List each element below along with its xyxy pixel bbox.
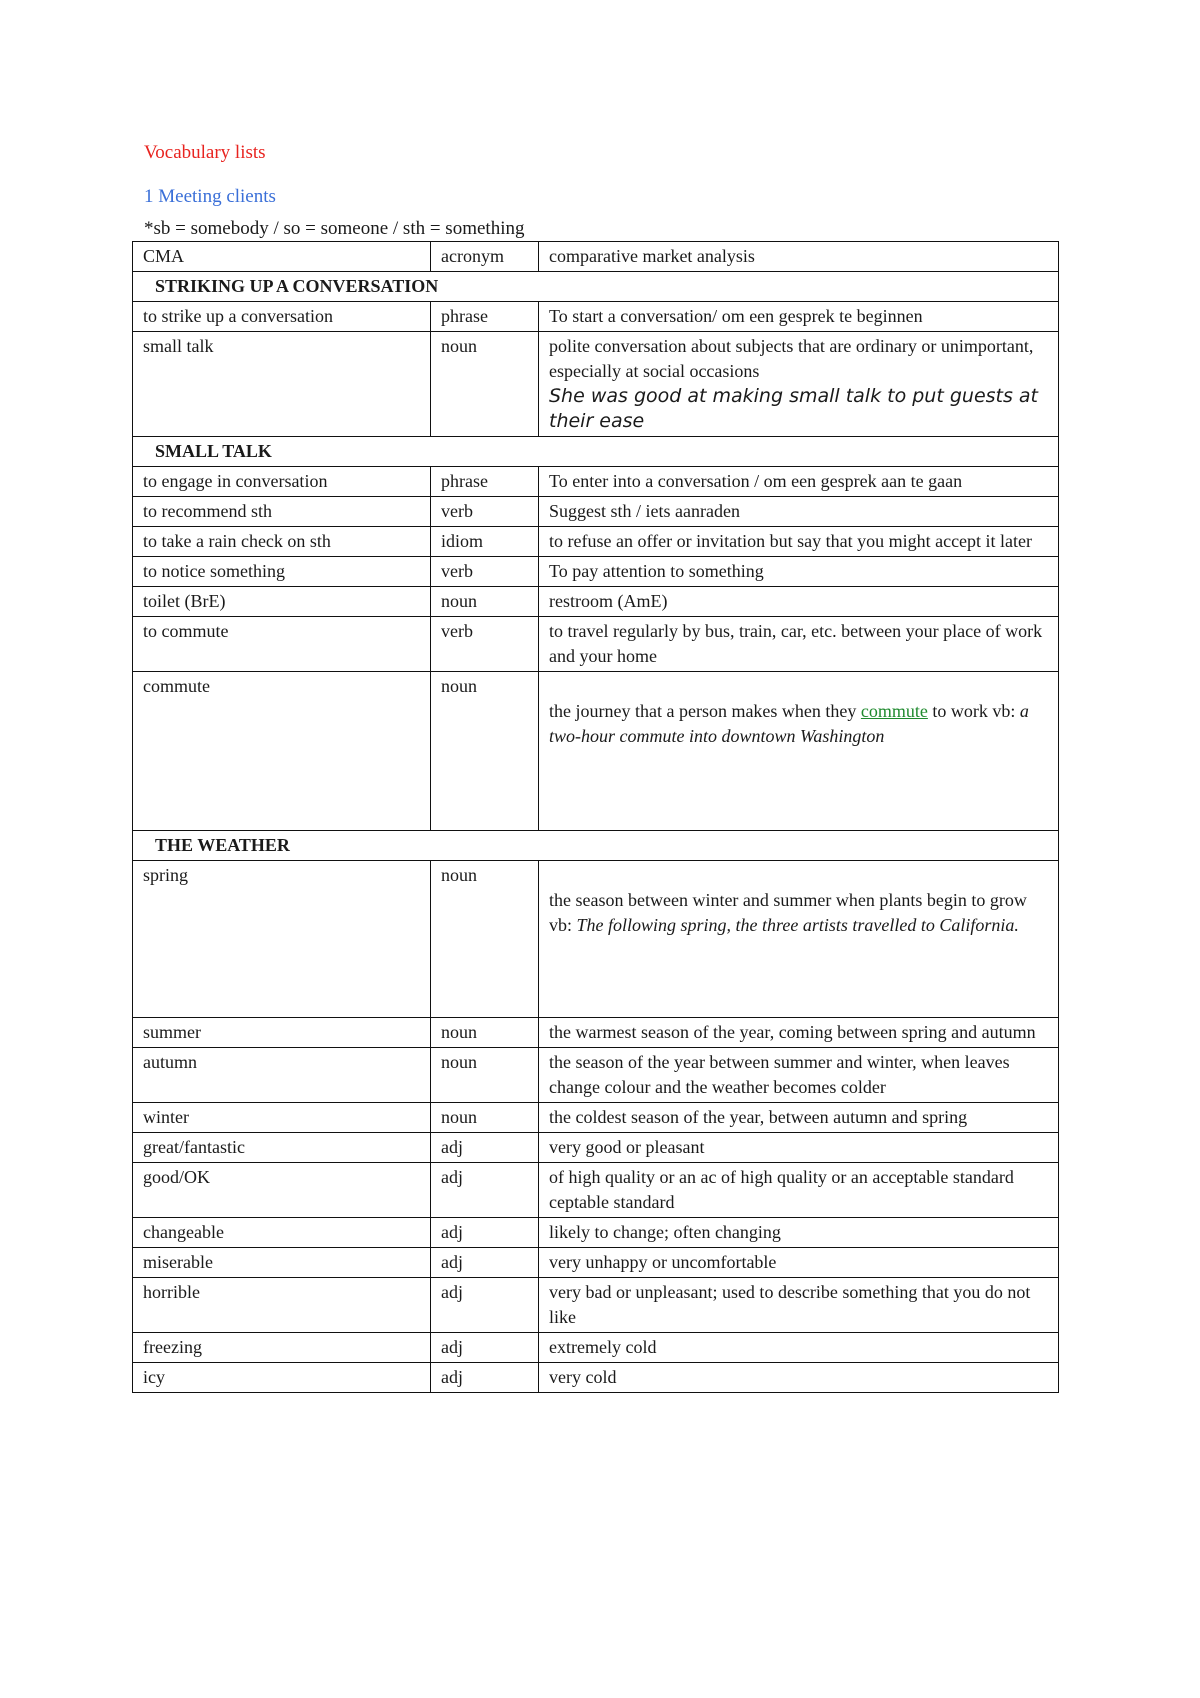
term-cell: autumn: [133, 1048, 431, 1103]
term-cell: to strike up a conversation: [133, 302, 431, 332]
term-cell: to commute: [133, 617, 431, 672]
table-row: [133, 1278, 1059, 1333]
definition-cell: To enter into a conversation / om een gesprek aan te gaan: [539, 467, 1059, 497]
section-row: [133, 437, 1059, 467]
term-cell: summer: [133, 1018, 431, 1048]
type-cell: idiom: [431, 527, 539, 557]
term-cell: freezing: [133, 1333, 431, 1363]
type-cell: noun: [431, 1103, 539, 1133]
table-row: [133, 861, 1059, 1018]
table-row: [133, 302, 1059, 332]
term-cell: horrible: [133, 1278, 431, 1333]
table-row: [133, 1218, 1059, 1248]
definition-cell: To start a conversation/ om een gesprek te beginnen: [539, 302, 1059, 332]
term-cell: CMA: [133, 242, 431, 272]
definition-cell: to travel regularly by bus, train, car, etc. between your place of work and your home: [539, 617, 1059, 672]
type-cell: adj: [431, 1218, 539, 1248]
term-cell: winter: [133, 1103, 431, 1133]
table-row: [133, 1103, 1059, 1133]
definition-cell: very good or pleasant: [539, 1133, 1059, 1163]
section-row: [133, 831, 1059, 861]
definition-cell: restroom (AmE): [539, 587, 1059, 617]
definition-cell: comparative market analysis: [539, 242, 1059, 272]
table-row: [133, 617, 1059, 672]
type-cell: verb: [431, 617, 539, 672]
table-row: [133, 467, 1059, 497]
table-row: [133, 1133, 1059, 1163]
table-row: [133, 557, 1059, 587]
definition-text: the season between winter and summer when plants begin to grow vb:: [549, 890, 1027, 935]
definition-cell: the warmest season of the year, coming between spring and autumn: [539, 1018, 1059, 1048]
type-cell: noun: [431, 1048, 539, 1103]
term-cell: changeable: [133, 1218, 431, 1248]
type-cell: verb: [431, 557, 539, 587]
table-row: [133, 1163, 1059, 1218]
definition-cell: very bad or unpleasant; used to describe something that you do not like: [539, 1278, 1059, 1333]
definition-cell: [539, 861, 1059, 1018]
definition-cell: Suggest sth / iets aanraden: [539, 497, 1059, 527]
definition-cell: extremely cold: [539, 1333, 1059, 1363]
type-cell: acronym: [431, 242, 539, 272]
definition-cell: [539, 672, 1059, 831]
type-cell: phrase: [431, 467, 539, 497]
table-row: [133, 587, 1059, 617]
type-cell: noun: [431, 1018, 539, 1048]
section-title: SMALL TALK: [133, 437, 1059, 467]
definition-cell: very unhappy or uncomfortable: [539, 1248, 1059, 1278]
type-cell: adj: [431, 1248, 539, 1278]
table-row: [133, 527, 1059, 557]
definition-cell: of high quality or an ac of high quality or an acceptable standard ceptable standard: [539, 1163, 1059, 1218]
term-cell: commute: [133, 672, 431, 831]
example-sentence: a two-hour commute into downtown Washington: [549, 701, 1029, 746]
term-cell: spring: [133, 861, 431, 1018]
table-row: [133, 1248, 1059, 1278]
table-row: [133, 497, 1059, 527]
term-cell: to notice something: [133, 557, 431, 587]
term-cell: toilet (BrE): [133, 587, 431, 617]
type-cell: adj: [431, 1278, 539, 1333]
term-cell: miserable: [133, 1248, 431, 1278]
example-sentence: The following spring, the three artists travelled to California.: [576, 915, 1019, 935]
definition-text: polite conversation about subjects that are ordinary or unimportant, especially at social occasions: [549, 336, 1034, 381]
type-cell: adj: [431, 1363, 539, 1393]
table-row: [133, 332, 1059, 437]
definition-cell: the season of the year between summer and winter, when leaves change colour and the weather becomes colder: [539, 1048, 1059, 1103]
definition-text: the journey that a person makes when they: [549, 701, 857, 721]
type-cell: adj: [431, 1133, 539, 1163]
term-cell: small talk: [133, 332, 431, 437]
definition-cell: likely to change; often changing: [539, 1218, 1059, 1248]
document-title: Vocabulary lists: [144, 142, 266, 163]
table-row: [133, 1363, 1059, 1393]
table-row: [133, 672, 1059, 831]
type-cell: noun: [431, 332, 539, 437]
definition-text: to work vb:: [932, 701, 1016, 721]
term-cell: to take a rain check on sth: [133, 527, 431, 557]
type-cell: phrase: [431, 302, 539, 332]
type-cell: noun: [431, 587, 539, 617]
term-cell: great/fantastic: [133, 1133, 431, 1163]
definition-cell: very cold: [539, 1363, 1059, 1393]
section-title: STRIKING UP A CONVERSATION: [133, 272, 1059, 302]
section-heading: 1 Meeting clients: [144, 186, 276, 207]
definition-cell: To pay attention to something: [539, 557, 1059, 587]
type-cell: adj: [431, 1163, 539, 1218]
term-cell: good/OK: [133, 1163, 431, 1218]
commute-link[interactable]: commute: [860, 701, 928, 721]
section-title: THE WEATHER: [133, 831, 1059, 861]
table-row: [133, 1048, 1059, 1103]
type-cell: noun: [431, 861, 539, 1018]
type-cell: adj: [431, 1333, 539, 1363]
term-cell: to recommend sth: [133, 497, 431, 527]
term-cell: icy: [133, 1363, 431, 1393]
definition-cell: the coldest season of the year, between autumn and spring: [539, 1103, 1059, 1133]
example-sentence: She was good at making small talk to put guests at their ease: [549, 385, 1039, 432]
abbreviation-note: *sb = somebody / so = someone / sth = something: [144, 218, 525, 239]
definition-cell: to refuse an offer or invitation but say that you might accept it later: [539, 527, 1059, 557]
definition-cell: [539, 332, 1059, 437]
type-cell: noun: [431, 672, 539, 831]
section-row: [133, 272, 1059, 302]
vocabulary-table: [132, 241, 1059, 1393]
table-row: [133, 1018, 1059, 1048]
type-cell: verb: [431, 497, 539, 527]
table-row: [133, 242, 1059, 272]
table-row: [133, 1333, 1059, 1363]
term-cell: to engage in conversation: [133, 467, 431, 497]
